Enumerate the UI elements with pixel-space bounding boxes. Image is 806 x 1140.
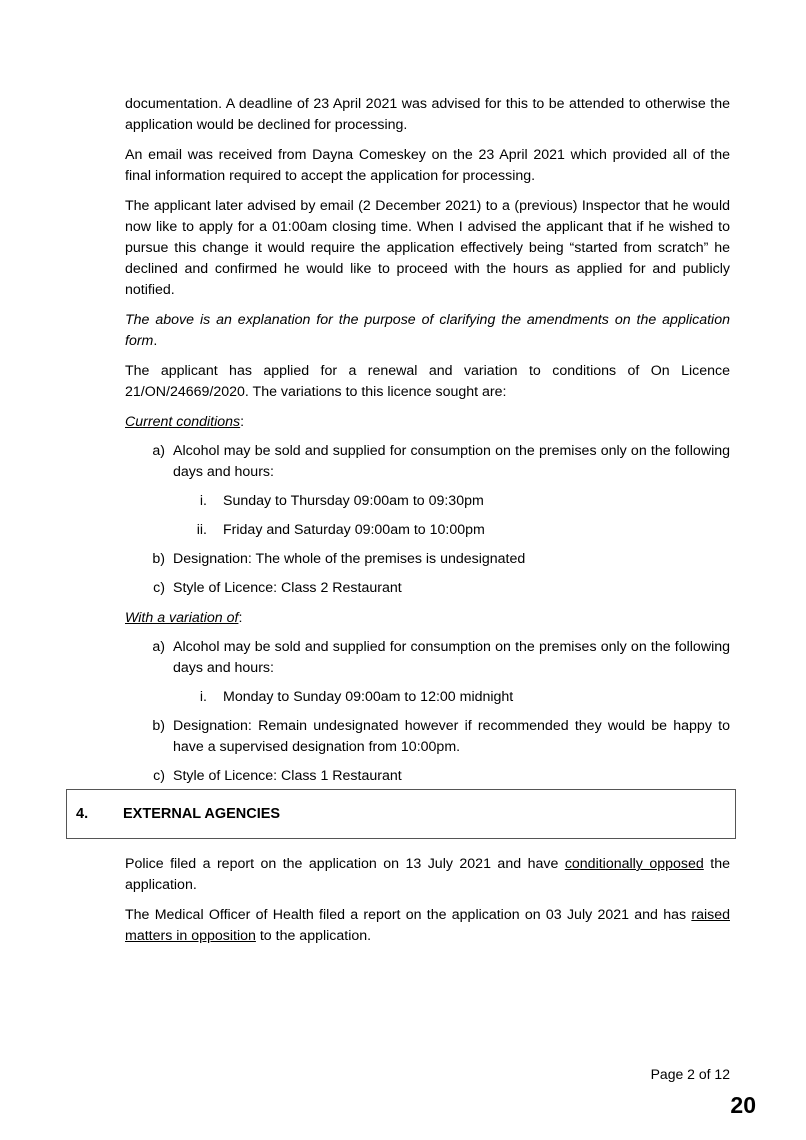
list-item-text: Friday and Saturday 09:00am to 10:00pm [223, 522, 485, 538]
list-marker: c) [153, 768, 165, 784]
list-item [125, 549, 730, 570]
list-item-text: Alcohol may be sold and supplied for consumption on the premises only on the following days and hours: [173, 639, 730, 676]
moh-text-end: to the application. [255, 928, 372, 944]
moh-underlined: raised matters in opposition [125, 907, 730, 944]
list-item-text: Monday to Sunday 09:00am to 12:00 midnight [223, 689, 514, 705]
section-heading-box [66, 789, 736, 839]
list-item [125, 766, 730, 787]
list-marker: b) [152, 551, 165, 567]
list-item-text: Designation: The whole of the premises is undesignated [173, 551, 526, 567]
list-item [125, 491, 730, 512]
list-item [125, 520, 730, 541]
variation-heading [125, 608, 730, 629]
list-item [125, 578, 730, 599]
police-underlined: conditionally opposed [564, 856, 704, 872]
police-text-end: the application. [125, 856, 730, 893]
list-marker: ii. [196, 522, 207, 538]
list-item [125, 637, 730, 679]
current-conditions-label: Current conditions [125, 414, 241, 430]
paragraph-explanation [125, 310, 730, 352]
list-marker: a) [152, 639, 165, 655]
page-footer: Page 2 of 12 [650, 1066, 730, 1082]
variation-label: With a variation of [125, 610, 239, 626]
current-conditions-heading [125, 412, 730, 433]
paragraph-closing-time: The applicant later advised by email (2 December 2021) to a (previous) Inspector that he would now like to apply for a 01:00am closing time. When I advised the applicant that if he wished to pursue this change it would require the application effectively being “started from scratch” he declined and confirmed he would like to proceed with the hours as applied for and publicly notified. [125, 198, 730, 298]
section-number: 4. [76, 806, 89, 822]
list-marker: i. [199, 493, 207, 509]
list-item-text: Designation: Remain undesignated however if recommended they would be happy to have a supervised designation from 10:00pm. [173, 718, 730, 755]
document-body [125, 94, 730, 796]
list-marker: b) [152, 718, 165, 734]
list-item [125, 687, 730, 708]
explanation-end: . [153, 333, 158, 349]
variation-colon: : [238, 610, 243, 626]
list-marker: i. [199, 689, 207, 705]
external-agencies-body [125, 854, 730, 956]
current-conditions-colon: : [240, 414, 245, 430]
explanation-italic: The above is an explanation for the purpose of clarifying the amendments on the application form [125, 312, 730, 349]
list-item-text: Style of Licence: Class 2 Restaurant [173, 580, 402, 596]
police-text: Police filed a report on the application on 13 July 2021 and have [125, 856, 565, 872]
page-number: 20 [730, 1092, 756, 1118]
section-title: EXTERNAL AGENCIES [123, 806, 281, 822]
paragraph-deadline: documentation. A deadline of 23 April 2021 was advised for this to be attended to otherwise the application would be declined for processing. [125, 96, 730, 133]
list-item [125, 441, 730, 483]
current-conditions-list [125, 441, 730, 599]
paragraph-variation-sought: The applicant has applied for a renewal and variation to conditions of On Licence 21/ON/24669/2020. The variations to this licence sought are: [125, 363, 730, 400]
list-item-text: Style of Licence: Class 1 Restaurant [173, 768, 402, 784]
variation-list [125, 637, 730, 787]
paragraph-police [125, 854, 730, 896]
list-item-text: Alcohol may be sold and supplied for consumption on the premises only on the following days and hours: [173, 443, 730, 480]
list-item-text: Sunday to Thursday 09:00am to 09:30pm [223, 493, 484, 509]
list-item [125, 716, 730, 758]
moh-text: The Medical Officer of Health filed a report on the application on 03 July 2021 and has [125, 907, 692, 923]
list-marker: a) [152, 443, 165, 459]
list-marker: c) [153, 580, 165, 596]
paragraph-email-received: An email was received from Dayna Comeskey on the 23 April 2021 which provided all of the final information required to accept the application for processing. [125, 147, 730, 184]
paragraph-moh [125, 905, 730, 947]
